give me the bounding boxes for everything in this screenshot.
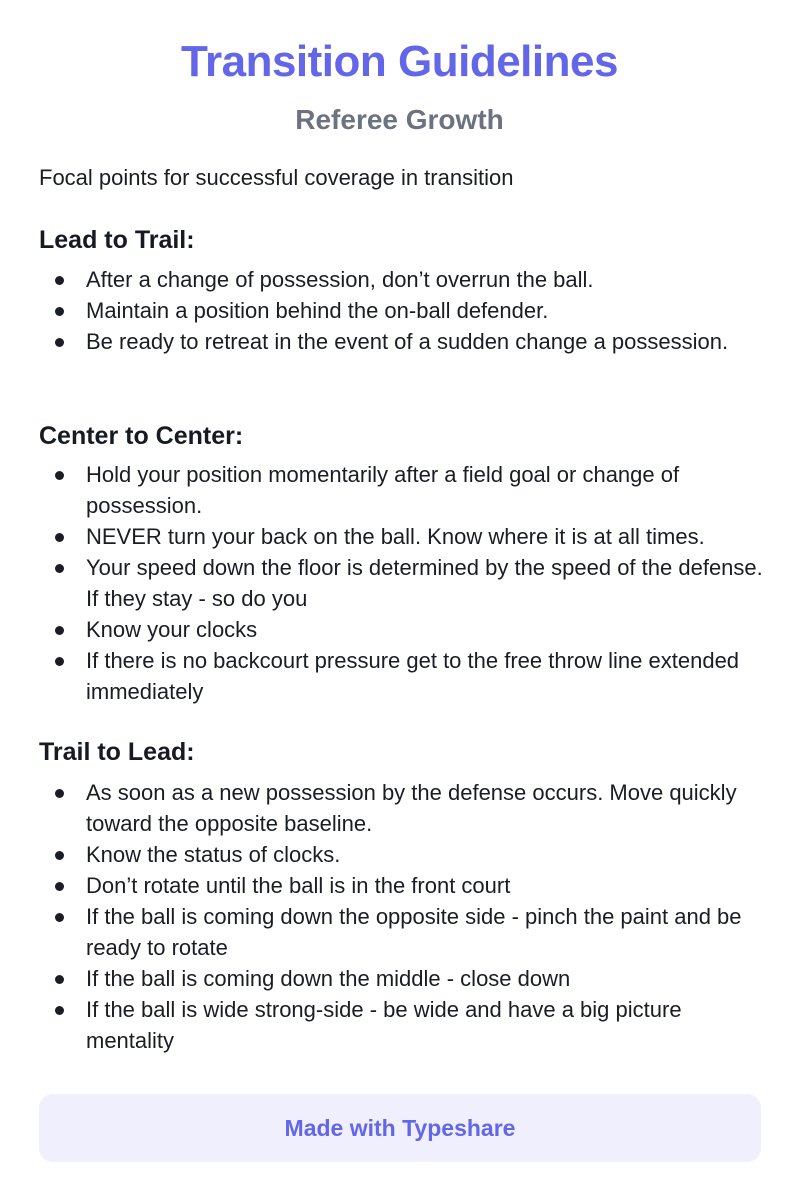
bullet-dot-icon xyxy=(55,851,64,860)
bullet-dot-icon xyxy=(55,338,64,347)
page-subtitle: Referee Growth xyxy=(295,104,504,135)
list-item-text: If the ball is wide strong-side - be wide and have a big picture mentality xyxy=(86,997,682,1053)
section-heading-lead-to-trail: Lead to Trail: xyxy=(39,226,195,254)
list-item-text: Don’t rotate until the ball is in the front court xyxy=(86,873,511,898)
bullet-dot-icon xyxy=(55,307,64,316)
list-item xyxy=(39,326,769,357)
list-item xyxy=(39,295,769,326)
list-item-text: If the ball is coming down the middle - close down xyxy=(86,966,571,991)
list-item-text: Your speed down the floor is determined by the speed of the defense. If they stay - so do you xyxy=(86,555,763,611)
list-center-to-center xyxy=(39,459,769,707)
section-heading-trail-to-lead: Trail to Lead: xyxy=(39,738,195,766)
intro-text: Focal points for successful coverage in transition xyxy=(39,165,514,190)
bullet-dot-icon xyxy=(55,1006,64,1015)
list-item-text: Be ready to retreat in the event of a sudden change a possession. xyxy=(86,329,729,354)
list-item xyxy=(39,963,769,994)
list-item xyxy=(39,459,769,521)
list-item xyxy=(39,614,769,645)
bullet-dot-icon xyxy=(55,564,64,573)
bullet-dot-icon xyxy=(55,626,64,635)
list-trail-to-lead xyxy=(39,777,769,1056)
bullet-dot-icon xyxy=(55,975,64,984)
list-item-text: Hold your position momentarily after a field goal or change of possession. xyxy=(86,462,680,518)
list-item-text: As soon as a new possession by the defense occurs. Move quickly toward the opposite baseline. xyxy=(86,780,737,836)
list-item xyxy=(39,645,769,707)
typeshare-footer-button[interactable] xyxy=(39,1094,761,1162)
list-lead-to-trail xyxy=(39,264,769,357)
list-item xyxy=(39,264,769,295)
bullet-dot-icon xyxy=(55,533,64,542)
bullet-dot-icon xyxy=(55,471,64,480)
list-item-text: Maintain a position behind the on-ball defender. xyxy=(86,298,549,323)
bullet-dot-icon xyxy=(55,657,64,666)
list-item-text: If there is no backcourt pressure get to the free throw line extended immediately xyxy=(86,648,740,704)
list-item xyxy=(39,901,769,963)
list-item-text: NEVER turn your back on the ball. Know where it is at all times. xyxy=(86,524,705,549)
bullet-dot-icon xyxy=(55,913,64,922)
page-title: Transition Guidelines xyxy=(181,37,618,86)
list-item xyxy=(39,870,769,901)
list-item xyxy=(39,552,769,614)
list-item xyxy=(39,994,769,1056)
list-item xyxy=(39,777,769,839)
bullet-dot-icon xyxy=(55,276,64,285)
list-item-text: If the ball is coming down the opposite side - pinch the paint and be ready to rotate xyxy=(86,904,742,960)
section-heading-center-to-center: Center to Center: xyxy=(39,422,244,450)
bullet-dot-icon xyxy=(55,789,64,798)
list-item xyxy=(39,839,769,870)
list-item-text: Know your clocks xyxy=(86,617,258,642)
list-item-text: After a change of possession, don’t overrun the ball. xyxy=(86,267,594,292)
list-item-text: Know the status of clocks. xyxy=(86,842,341,867)
footer-label: Made with Typeshare xyxy=(284,1114,516,1141)
bullet-dot-icon xyxy=(55,882,64,891)
list-item xyxy=(39,521,769,552)
